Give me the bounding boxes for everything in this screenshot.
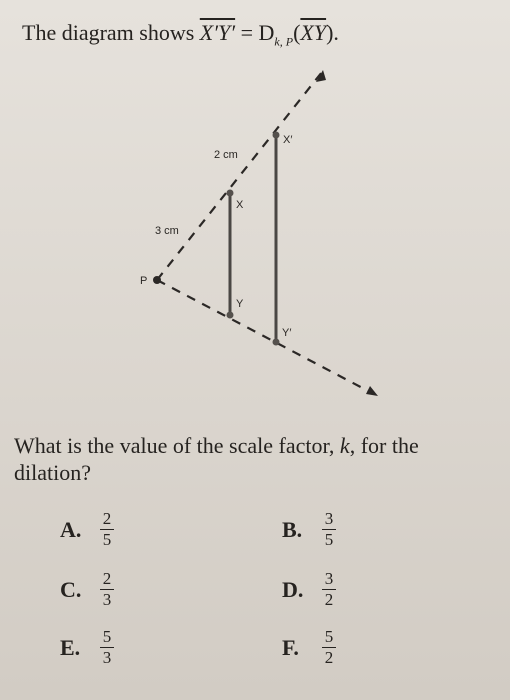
point-yprime [273,339,280,346]
choice-fraction: $\frac{3}{5}$ [322,510,336,549]
choice-letter: B. [282,516,303,542]
image-segment: X′Y′ [199,20,236,45]
preimage-segment: $\overline{XY}$ [300,20,327,45]
question-text: What is the value of the scale factor, k, for the dilation? [14,433,419,485]
label-x: X [236,199,244,211]
ray-arrowhead-bottom [366,386,378,396]
ray-p-x [157,72,322,280]
choice-letter: D. [282,576,304,602]
dilation-diagram [0,60,510,430]
label-y: Y [236,298,244,310]
point-y [227,312,234,319]
label-length-px: 3 cm [155,225,179,237]
choice-a[interactable] [60,510,114,549]
choice-e[interactable] [60,628,114,667]
choice-f[interactable] [282,628,336,667]
intro-prefix: The diagram shows [22,20,200,45]
problem-intro: The diagram shows $X'Y' = D_{k, P}(\overline{XY})$. [22,20,339,49]
choice-letter: A. [60,516,82,542]
choice-letter: F. [282,634,299,660]
intro-suffix: . [333,20,339,45]
ray-p-y [157,280,372,393]
label-xprime: X′ [283,134,293,146]
choice-letter: C. [60,576,82,602]
intro-equals: = D [235,20,275,45]
label-p: P [140,275,148,287]
point-p [153,276,161,284]
scale-factor-variable: k [339,433,350,458]
point-x [227,190,234,197]
choice-b[interactable] [282,510,336,549]
choice-fraction: $\frac{5}{3}$ [100,628,114,667]
choice-c[interactable] [60,570,114,609]
point-xprime [273,132,280,139]
label-length-xxprime: 2 cm [214,149,238,161]
choice-fraction: $\frac{2}{3}$ [100,570,114,609]
choice-letter: E. [60,634,81,660]
choice-d[interactable] [282,570,336,609]
choice-fraction: $\frac{2}{5}$ [100,510,114,549]
choice-fraction: $\frac{5}{2}$ [322,628,336,667]
dilation-subscript: k, P [274,34,294,49]
label-yprime: Y′ [282,327,292,339]
choice-fraction: $\frac{3}{2}$ [322,570,336,609]
